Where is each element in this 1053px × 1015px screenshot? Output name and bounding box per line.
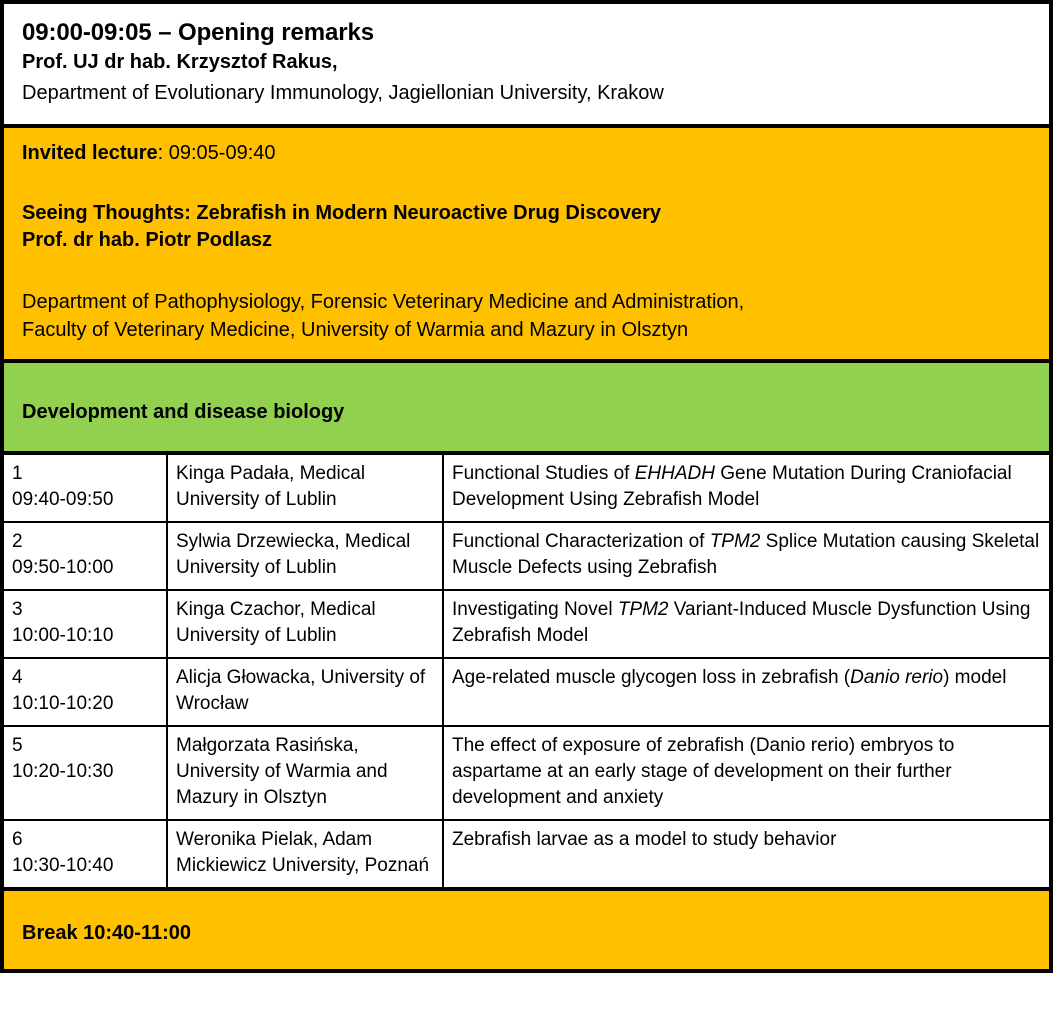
- table-row: [4, 455, 1049, 522]
- table-cell-number-time: [4, 590, 167, 658]
- italic-term: Danio rerio: [850, 666, 944, 688]
- table-cell-number-time: [4, 455, 167, 522]
- talk-time: 10:00-10:10: [12, 624, 114, 646]
- invited-spacer-top: [22, 166, 1049, 200]
- title-text: Splice Mutation causing Skeletal Muscle Defects using Zebrafish: [452, 530, 1040, 578]
- title-text: Age-related muscle glycogen loss in zebrafish (: [452, 666, 851, 688]
- italic-term: TPM2: [709, 530, 761, 552]
- schedule-table: [4, 455, 1049, 887]
- table-row: [4, 522, 1049, 590]
- invited-lecture-speaker: Prof. dr hab. Piotr Podlasz: [22, 228, 273, 251]
- table-cell-talk-title: [443, 820, 1049, 887]
- talk-time: 10:10-10:20: [12, 692, 114, 714]
- talk-index: 3: [12, 598, 23, 620]
- invited-lecture-block: [0, 128, 1053, 358]
- title-text: Functional Characterization of: [452, 530, 710, 552]
- title-text: Investigating Novel: [452, 598, 618, 620]
- opening-remarks-chair-name: Prof. UJ dr hab. Krzysztof Rakus,: [22, 51, 338, 74]
- talk-index: 2: [12, 530, 23, 552]
- invited-lecture-title: Seeing Thoughts: Zebrafish in Modern Neuroactive Drug Discovery: [22, 202, 661, 225]
- table-cell-talk-title: [443, 522, 1049, 590]
- break-block: [0, 891, 1053, 973]
- table-cell-author-affiliation: Alicja Głowacka, University of Wrocław: [167, 658, 443, 726]
- title-text: ) model: [943, 666, 1007, 688]
- table-cell-author-affiliation: Kinga Czachor, Medical University of Lublin: [167, 590, 443, 658]
- table-cell-talk-title: [443, 590, 1049, 658]
- table-cell-number-time: [4, 522, 167, 590]
- invited-spacer-bottom: [22, 253, 1049, 289]
- table-cell-talk-title: [443, 455, 1049, 522]
- invited-lecture-affiliation-line-1: Department of Pathophysiology, Forensic Veterinary Medicine and Administration,: [22, 291, 745, 314]
- opening-remarks-title: 09:00-09:05 – Opening remarks: [22, 19, 374, 46]
- invited-lecture-affiliation-line-2: Faculty of Veterinary Medicine, University of Warmia and Mazury in Olsztyn: [22, 319, 689, 342]
- table-cell-talk-title: [443, 658, 1049, 726]
- talk-time: 10:20-10:30: [12, 760, 114, 782]
- table-row: [4, 658, 1049, 726]
- invited-lecture-time: 09:05-09:40: [168, 142, 276, 165]
- title-text: Variant-Induced Muscle Dysfunction Using Zebrafish Model: [452, 598, 1031, 646]
- title-text: The effect of exposure of zebrafish (Danio rerio) embryos to aspartame at an early stage of development on their further development and anxiety: [452, 734, 955, 808]
- talk-index: 4: [12, 666, 23, 688]
- table-cell-number-time: [4, 820, 167, 887]
- italic-term: EHHADH: [634, 462, 715, 484]
- table-cell-number-time: [4, 726, 167, 820]
- talk-time: 09:40-09:50: [12, 488, 114, 510]
- talk-time: 09:50-10:00: [12, 556, 114, 578]
- table-cell-author-affiliation: Weronika Pielak, Adam Mickiewicz University, Poznań: [167, 820, 443, 887]
- schedule-table-block: [0, 455, 1053, 887]
- title-text: Zebrafish larvae as a model to study behavior: [452, 828, 837, 850]
- table-cell-author-affiliation: Kinga Padała, Medical University of Lublin: [167, 455, 443, 522]
- table-cell-number-time: [4, 658, 167, 726]
- talk-index: 6: [12, 828, 23, 850]
- session-title: Development and disease biology: [22, 401, 345, 424]
- opening-remarks-block: [0, 0, 1053, 124]
- table-cell-author-affiliation: Małgorzata Rasińska, University of Warmia and Mazury in Olsztyn: [167, 726, 443, 820]
- title-text: Gene Mutation During Craniofacial Development Using Zebrafish Model: [452, 462, 1012, 510]
- schedule-table-body: [4, 455, 1049, 887]
- invited-lecture-separator: :: [157, 142, 169, 165]
- table-row: [4, 590, 1049, 658]
- break-label: Break 10:40-11:00: [22, 922, 192, 945]
- table-cell-talk-title: [443, 726, 1049, 820]
- opening-remarks-affiliation: Department of Evolutionary Immunology, Jagiellonian University, Krakow: [22, 82, 664, 105]
- talk-index: 5: [12, 734, 23, 756]
- table-cell-author-affiliation: Sylwia Drzewiecka, Medical University of Lublin: [167, 522, 443, 590]
- invited-lecture-header: [22, 140, 1049, 166]
- table-row: [4, 820, 1049, 887]
- title-text: Functional Studies of: [452, 462, 635, 484]
- session-header-block: [0, 363, 1053, 451]
- italic-term: TPM2: [617, 598, 669, 620]
- table-row: [4, 726, 1049, 820]
- talk-time: 10:30-10:40: [12, 854, 114, 876]
- talk-index: 1: [12, 462, 23, 484]
- invited-lecture-label: Invited lecture: [22, 142, 158, 165]
